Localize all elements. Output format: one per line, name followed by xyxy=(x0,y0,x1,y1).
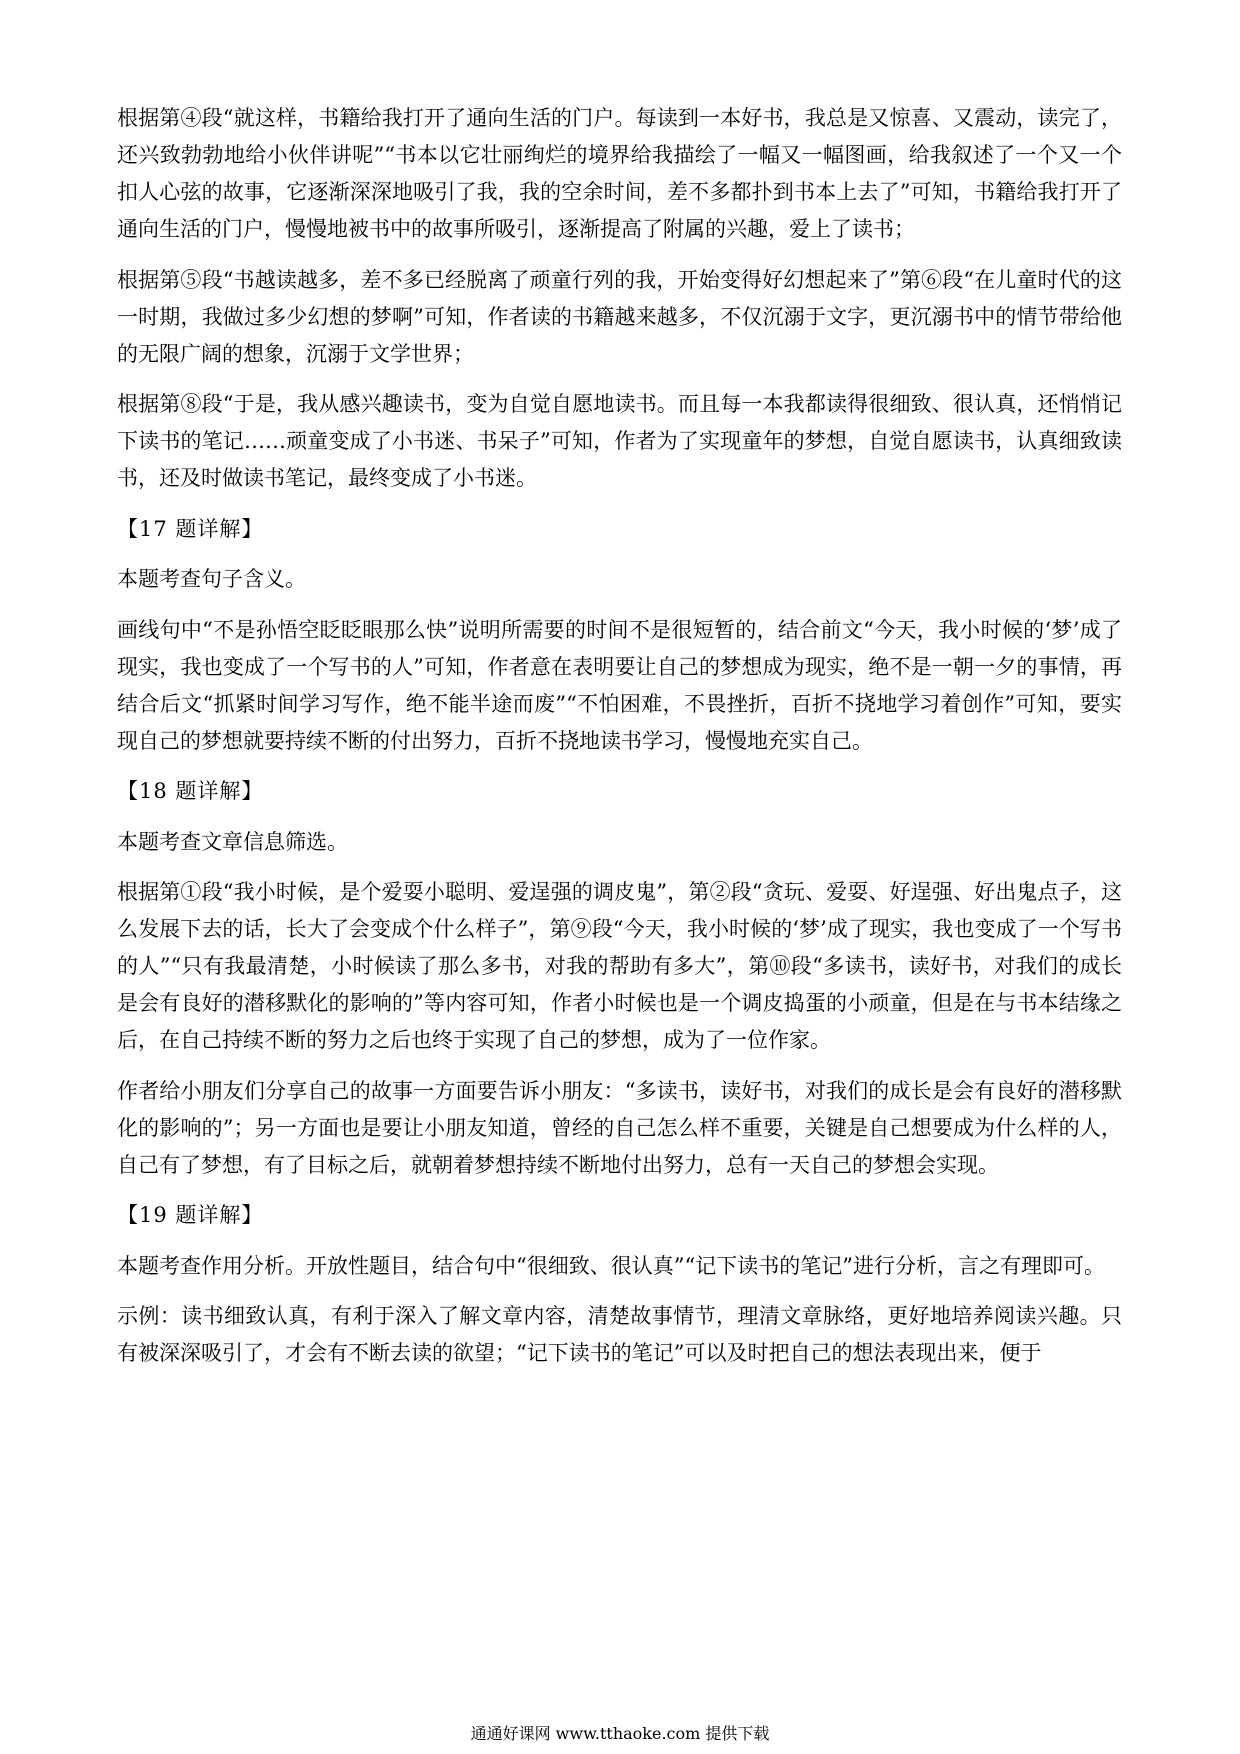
paragraph-2: 根据第⑤段“书越读越多，差不多已经脱离了顽童行列的我，开始变得好幻想起来了”第⑥段“在儿童时代的这一时期，我做过多少幻想的梦啊”可知，作者读的书籍越来越多，不仅沉溺于文字，更沉溺书中的情节带给他的无限广阔的想象，沉溺于文学世界； xyxy=(117,267,1122,366)
section-heading-19: 【19 题详解】 xyxy=(117,1203,264,1228)
paragraph-18-conclusion: 作者给小朋友们分享自己的故事一方面要告诉小朋友：“多读书，读好书，对我们的成长是会有良好的潜移默化的影响的”；另一方面也是要让小朋友知道，曾经的自己怎么样不重要，关键是自己想要成为什么样的人，自己有了梦想，有了目标之后，就朝着梦想持续不断地付出努力，总有一天自己的梦想会实现。 xyxy=(117,1078,1122,1178)
paragraph-18-topic: 本题考查文章信息筛选。 xyxy=(117,829,348,854)
section-heading-17: 【17 题详解】 xyxy=(117,516,264,541)
paragraph-3: 根据第⑧段“于是，我从感兴趣读书，变为自觉自愿地读书。而且每一本我都读得很细致、很认真，还悄悄记下读书的笔记……顽童变成了小书迷、书呆子”可知，作者为了实现童年的梦想，自觉自愿读书，认真细致读书，还及时做读书笔记，最终变成了小书迷。 xyxy=(117,392,1122,491)
paragraph-17-topic: 本题考查句子含义。 xyxy=(117,567,306,592)
paragraph-17-analysis: 画线句中“不是孙悟空眨眨眼那么快”说明所需要的时间不是很短暂的，结合前文“今天，我小时候的‘梦’成了现实，我也变成了一个写书的人”可知，作者意在表明要让自己的梦想成为现实，绝不是一朝一夕的事情，再结合后文“抓紧时间学习写作，绝不能半途而废”“不怕困难，不畏挫折，百折不挠地学习着创作”可知，要实现自己的梦想就要持续不断的付出努力，百折不挠地读书学习，慢慢地充实自己。 xyxy=(117,617,1122,753)
document-body xyxy=(117,100,1122,1386)
paragraph-19-example: 示例：读书细致认真，有利于深入了解文章内容，清楚故事情节，理清文章脉络，更好地培养阅读兴趣。只有被深深吸引了，才会有不断去读的欲望；“记下读书的笔记”可以及时把自己的想法表现出来，便于 xyxy=(117,1304,1122,1366)
paragraph-19-topic: 本题考查作用分析。开放性题目，结合句中“很细致、很认真”“记下读书的笔记”进行分析，言之有理即可。 xyxy=(117,1253,1105,1278)
page-footer: 通通好课网 www.tthaoke.com 提供下载 xyxy=(470,1724,770,1743)
section-heading-18: 【18 题详解】 xyxy=(117,779,264,804)
paragraph-1: 根据第④段“就这样，书籍给我打开了通向生活的门户。每读到一本好书，我总是又惊喜、又震动，读完了，还兴致勃勃地给小伙伴讲呢”“书本以它壮丽绚烂的境界给我描绘了一幅又一幅图画，给我叙述了一个又一个扣人心弦的故事，它逐渐深深地吸引了我，我的空余时间，差不多都扑到书本上去了”可知，书籍给我打开了通向生活的门户，慢慢地被书中的故事所吸引，逐渐提高了附属的兴趣，爱上了读书； xyxy=(117,106,1122,242)
paragraph-18-analysis: 根据第①段“我小时候，是个爱耍小聪明、爱逞强的调皮鬼”，第②段“贪玩、爱耍、好逞强、好出鬼点子，这么发展下去的话，长大了会变成个什么样子”，第⑨段“今天，我小时候的‘梦’成了现实，我也变成了一个写书的人”“只有我最清楚，小时候读了那么多书，对我的帮助有多大”，第⑩段“多读书，读好书，对我们的成长是会有良好的潜移默化的影响的”等内容可知，作者小时候也是一个调皮捣蛋的小顽童，但是在与书本结缘之后，在自己持续不断的努力之后也终于实现了自己的梦想，成为了一位作家。 xyxy=(117,880,1122,1053)
